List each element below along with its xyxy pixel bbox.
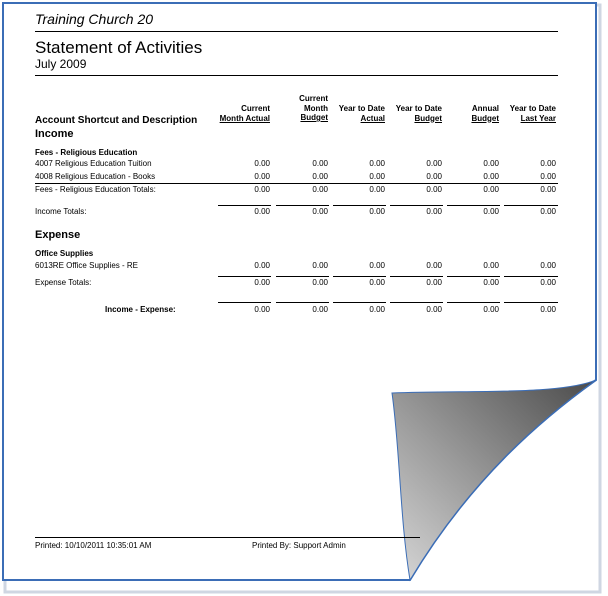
total-rule [504, 276, 558, 277]
income-section-label: Income [35, 128, 74, 140]
table-cell: 0.00 [254, 278, 270, 287]
page-curl [392, 380, 596, 580]
printed-timestamp: Printed: 10/10/2011 10:35:01 AM [35, 541, 152, 550]
expense-group-label: Office Supplies [35, 249, 94, 258]
total-rule [390, 205, 443, 206]
total-rule [333, 276, 386, 277]
table-cell: 0.00 [312, 159, 328, 168]
total-rule [333, 205, 386, 206]
total-rule [218, 276, 271, 277]
table-cell: 0.00 [540, 172, 556, 181]
table-cell: 0.00 [426, 185, 442, 194]
table-cell: 0.00 [426, 305, 442, 314]
table-row-label: 4008 Religious Education - Books [35, 172, 156, 181]
organization-name: Training Church 20 [35, 11, 154, 27]
report-title: Statement of Activities [35, 38, 203, 57]
table-cell: 0.00 [312, 305, 328, 314]
table-cell: 0.00 [540, 207, 556, 216]
col-header-current-month-actual: Current Month Actual [219, 104, 270, 123]
total-rule [218, 205, 271, 206]
table-cell: 0.00 [540, 185, 556, 194]
total-rule [390, 276, 443, 277]
table-cell: 0.00 [483, 305, 499, 314]
table-cell: 0.00 [426, 207, 442, 216]
table-cell: 0.00 [254, 207, 270, 216]
title-rule [35, 75, 558, 76]
table-cell: 0.00 [254, 159, 270, 168]
col-header-ytd-actual: Year to Date Actual [338, 104, 385, 123]
table-cell: 0.00 [540, 159, 556, 168]
table-cell: 0.00 [483, 278, 499, 287]
group-total-rule [35, 183, 558, 184]
table-cell: 0.00 [254, 185, 270, 194]
report-period: July 2009 [35, 57, 87, 71]
total-rule [447, 205, 500, 206]
net-rule [276, 302, 329, 303]
table-cell: 0.00 [369, 185, 385, 194]
income-group-label: Fees - Religious Education [35, 148, 138, 157]
col-header-current-month-budget: Current Month Budget [299, 94, 328, 122]
table-cell: 0.00 [254, 172, 270, 181]
net-rule [218, 302, 271, 303]
printed-by: Printed By: Support Admin [252, 541, 346, 550]
table-cell: 0.00 [540, 305, 556, 314]
col-header-annual-budget: Annual Budget [471, 104, 499, 123]
table-cell: 0.00 [254, 261, 270, 270]
net-label: Income - Expense: [105, 305, 176, 314]
net-rule [447, 302, 500, 303]
table-cell: 0.00 [312, 172, 328, 181]
table-cell: 0.00 [483, 185, 499, 194]
table-cell: 0.00 [369, 278, 385, 287]
table-cell: 0.00 [369, 261, 385, 270]
table-cell: 0.00 [369, 172, 385, 181]
expense-section-label: Expense [35, 229, 81, 241]
col-header-ytd-last-year: Year to Date Last Year [509, 104, 556, 123]
table-cell: 0.00 [483, 172, 499, 181]
expense-total-label: Expense Totals: [35, 278, 92, 287]
table-cell: 0.00 [540, 278, 556, 287]
table-cell: 0.00 [369, 207, 385, 216]
table-cell: 0.00 [426, 278, 442, 287]
table-cell: 0.00 [426, 159, 442, 168]
table-row-label: 6013RE Office Supplies - RE [35, 261, 139, 270]
net-rule [333, 302, 386, 303]
total-rule [276, 276, 329, 277]
table-cell: 0.00 [369, 305, 385, 314]
net-rule [504, 302, 558, 303]
income-total-label: Income Totals: [35, 207, 87, 216]
table-cell: 0.00 [426, 172, 442, 181]
table-cell: 0.00 [426, 261, 442, 270]
description-column-header: Account Shortcut and Description [35, 115, 198, 126]
table-cell: 0.00 [483, 261, 499, 270]
table-cell: 0.00 [540, 261, 556, 270]
header-rule [35, 31, 558, 32]
table-cell: 0.00 [483, 159, 499, 168]
table-row-label: 4007 Religious Education Tuition [35, 159, 152, 168]
group-total-label: Fees - Religious Education Totals: [35, 185, 156, 194]
table-cell: 0.00 [312, 278, 328, 287]
footer-rule [35, 537, 420, 538]
table-cell: 0.00 [254, 305, 270, 314]
table-cell: 0.00 [312, 207, 328, 216]
col-header-ytd-budget: Year to Date Budget [395, 104, 442, 123]
table-cell: 0.00 [312, 185, 328, 194]
net-rule [390, 302, 443, 303]
table-cell: 0.00 [483, 207, 499, 216]
table-cell: 0.00 [369, 159, 385, 168]
total-rule [447, 276, 500, 277]
table-cell: 0.00 [312, 261, 328, 270]
total-rule [276, 205, 329, 206]
total-rule [504, 205, 558, 206]
